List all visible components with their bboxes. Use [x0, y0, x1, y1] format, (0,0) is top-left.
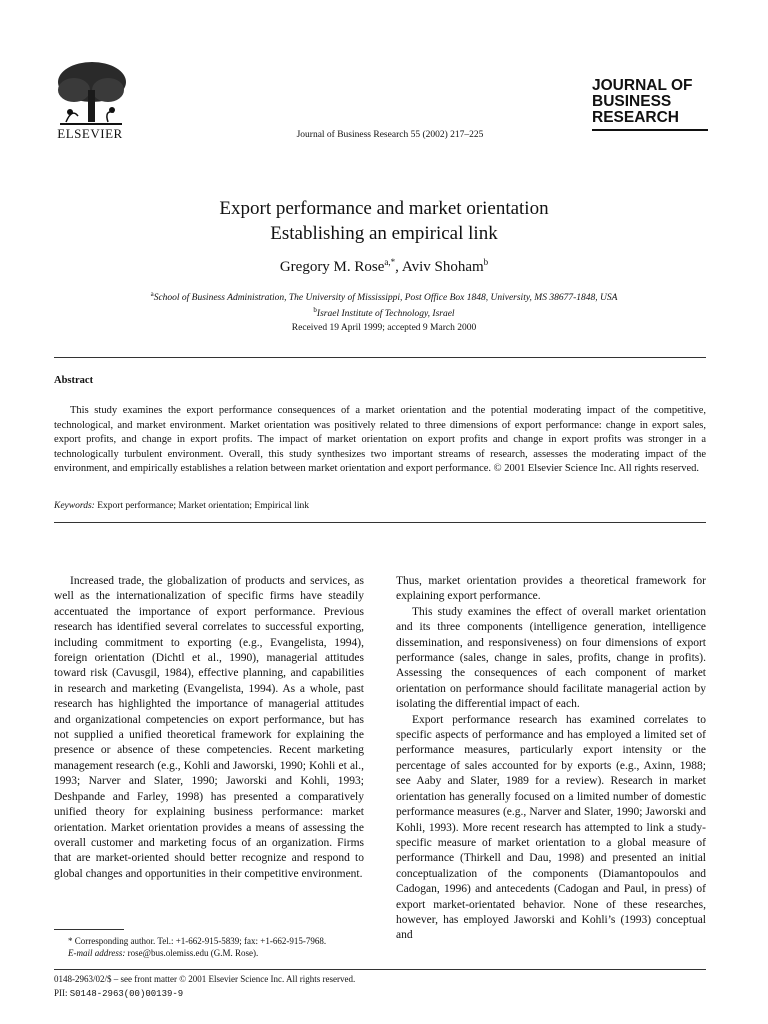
author-1: Gregory M. Rose: [279, 259, 385, 275]
journal-logo-line-3: [592, 110, 712, 126]
tree-icon: [52, 60, 130, 130]
affiliation-a: [60, 288, 708, 304]
affiliation-b-mark: b: [313, 306, 317, 315]
author-list: [84, 257, 684, 276]
title-line-1: Export performance and market orientation: [219, 198, 549, 219]
abstract-bottom-rule: [54, 522, 706, 523]
pii-code: S0148-2963(00)00139-9: [69, 989, 184, 999]
pii-line: [54, 988, 183, 999]
corresponding-author-note: * Corresponding author. Tel.: +1-662-915-5839; fax: +1-662-915-7968.: [68, 936, 327, 946]
footer-rule: [54, 969, 706, 970]
keywords-text: Export performance; Market orientation; Empirical link: [97, 501, 310, 511]
right-paragraph-2: This study examines the effect of overall market orientation and its three components (intelligence generation, intelligence dissemination, and responsiveness) on four dimensions of export performance (sales, change in sales, profits, change in profits). Assessing the consequences of each component of market orientation on performance should facilitate managerial action by isolating the differential impact of each.: [396, 605, 706, 711]
affiliation-a-text: School of Business Administration, The University of Mississippi, Post Office Box 1848, University, MS 38677-1848, USA: [153, 293, 618, 304]
journal-citation: Journal of Business Research 55 (2002) 217–225: [296, 130, 484, 140]
author-2-affil-mark: b: [483, 257, 489, 267]
publisher-name: ELSEVIER: [57, 126, 123, 141]
keywords-label: Keywords:: [54, 501, 95, 511]
email-label: E-mail address:: [68, 948, 126, 958]
body-column-left: [54, 574, 364, 882]
journal-logo: [592, 78, 712, 126]
email-value: rose@bus.olemiss.edu (G.M. Rose).: [127, 948, 259, 958]
received-dates: Received 19 April 1999; accepted 9 March 2000: [291, 323, 477, 333]
abstract-heading: Abstract: [54, 375, 94, 386]
journal-logo-line-2-text: BUSINESS: [592, 93, 672, 110]
copyright-line: 0148-2963/02/$ – see front matter © 2001 Elsevier Science Inc. All rights reserved.: [54, 974, 356, 984]
right-paragraph-1: Thus, market orientation provides a theoretical framework for explaining export performance.: [396, 575, 706, 603]
footnote: [54, 935, 384, 959]
journal-logo-line-3-text: RESEARCH: [592, 109, 679, 126]
author-separator: ,: [395, 259, 402, 275]
email-note: [54, 947, 384, 959]
right-paragraph-3: Export performance research has examined correlates to specific aspects of performance and has employed a limited set of performance measures, particularly export intensity or the percentage of sales accounted for by exports (e.g., Axinn, 1988; see Aaby and Slater, 1989 for a review). Research in market orientation has generally focused on a limited number of domestic performance measures (e.g., Narver and Slater, 1990; Jaworski and Kohli, 1993). More recent research has attempted to link a study-specific measure of market orientation to a global measure of performance (Thirkell and Dau, 1998) and presented an initial conceptualization of the components (Diamantopoulos and Cadogan, 1996) and antecedents (Cadogan and Paul, in press) of export market-orientated behavior. None of these researches, however, has employed Jaworski and Kohli’s (1993) conceptual and: [396, 713, 706, 942]
pii-label: PII:: [54, 988, 68, 998]
journal-logo-underline: [592, 129, 708, 131]
affiliations: [60, 288, 708, 320]
author-1-affil-mark: a,*: [384, 257, 396, 267]
affiliation-b-text: Israel Institute of Technology, Israel: [316, 309, 455, 320]
affiliation-a-mark: a: [150, 290, 154, 298]
abstract-top-rule: [54, 357, 706, 358]
article-title: [84, 196, 684, 246]
left-paragraph-1: Increased trade, the globalization of products and services, as well as the internationalization of specific firms have steadily accentuated the importance of export performance. Previous research has identified several correlates to successful exporting, including commitment to exporting (e.g., Evangelista, 1994), foreign orientation (Dichtl et al., 1990), managerial attitudes toward risk (Cavusgil, 1984), effective planning, and capabilities in research and marketing (Evangelista, 1994). As a whole, past research has highlighted the importance of managerial attitudes and organizational competencies on export performance, but has not supplied a unified theoretical framework for explaining the presence or absence of these competencies. Recent marketing management research (e.g., Kohli and Jaworski, 1990; Kohli et al., 1993; Narver and Slater, 1990; Jaworski and Kohli, 1993; Deshpande and Farley, 1998) has presented a comparatively unified theory for explaining business performance: market orientation. Market orientation provides a means of assessing the overall customer and marketing focus of an organization. Firms that are market-oriented should better recognize and respond to global changes and opportunities in their competitive environment.: [54, 575, 364, 880]
journal-logo-line-2: [592, 94, 712, 110]
affiliation-b: [60, 304, 708, 320]
footnote-rule: [54, 929, 124, 930]
journal-logo-line-1-text: JOURNAL OF: [592, 77, 693, 94]
journal-logo-line-1: [592, 78, 712, 94]
body-column-right: [396, 574, 706, 944]
author-2: Aviv Shoham: [401, 259, 484, 275]
keywords: [54, 501, 706, 511]
title-line-2: Establishing an empirical link: [270, 223, 498, 244]
abstract-text: This study examines the export performance consequences of a market orientation and the potential moderating impact of the competitive, technological, and market environment. Market orientation was positively related to three dimensions of export performance: change in export sales, export profits, and change in export profits. The impact of market orientation on export profits and change in export profits was stronger in a technologically turbulent environment. Overall, this study synthesizes two important streams of research, assesses the moderating impact of the environment, and empirically establishes a relation between market orientation and export performance. © 2001 Elsevier Science Inc. All rights reserved.: [54, 405, 706, 475]
